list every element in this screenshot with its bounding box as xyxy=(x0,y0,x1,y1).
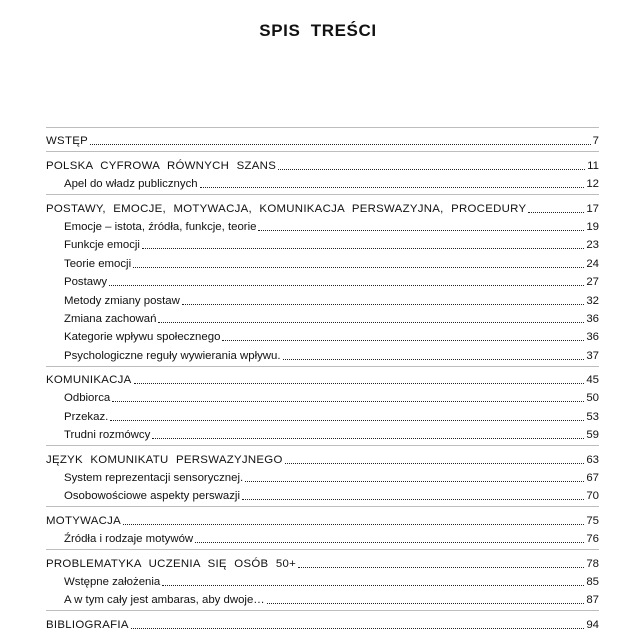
toc-section-entry[interactable] xyxy=(46,173,599,191)
dot-leader xyxy=(195,542,584,543)
dot-leader xyxy=(298,567,584,568)
toc-entry-label: PROBLEMATYKA UCZENIA SIĘ OSÓB 50+ xyxy=(46,557,297,570)
toc-chapter-entry[interactable] xyxy=(46,129,599,148)
toc-entry-label: Apel do władz publicznych xyxy=(64,178,198,191)
toc-entry-label: BIBLIOGRAFIA xyxy=(46,618,129,631)
toc-entry-label: Źródła i rodzaje motywów xyxy=(64,533,194,546)
toc-page-number: 59 xyxy=(586,429,599,442)
toc-section-entry[interactable] xyxy=(46,485,599,503)
dot-leader xyxy=(222,340,584,341)
dot-leader xyxy=(123,524,584,525)
toc-entry-label: Emocje – istota, źródła, funkcje, teorie xyxy=(64,220,257,233)
toc-entry-label: KOMUNIKACJA xyxy=(46,374,132,387)
toc-page-number: 45 xyxy=(586,374,599,387)
dot-leader xyxy=(134,383,585,384)
toc-entry-label: Teorie emocji xyxy=(64,257,132,270)
dot-leader xyxy=(200,187,585,188)
section-divider xyxy=(46,127,599,128)
section-divider xyxy=(46,610,599,611)
toc-entry-label: Osobowościowe aspekty perswazji xyxy=(64,490,240,503)
toc-page-number: 53 xyxy=(586,410,599,423)
toc-page-number: 11 xyxy=(587,159,599,172)
toc-section-entry[interactable] xyxy=(46,424,599,442)
toc-section-entry[interactable] xyxy=(46,289,599,307)
dot-leader xyxy=(258,230,584,231)
toc-section-entry[interactable] xyxy=(46,589,599,607)
toc-entry-label: WSTĘP xyxy=(46,135,89,148)
dot-leader xyxy=(133,267,584,268)
toc-page-number: 7 xyxy=(592,135,599,148)
toc-page-number: 50 xyxy=(586,392,599,405)
toc-page-number: 24 xyxy=(586,257,599,270)
toc-section-entry[interactable] xyxy=(46,271,599,289)
toc-entry-label: Zmiana zachowań xyxy=(64,312,157,325)
toc-chapter-entry[interactable] xyxy=(46,508,599,527)
table-of-contents xyxy=(46,129,599,632)
section-divider xyxy=(46,366,599,367)
toc-section-entry[interactable] xyxy=(46,234,599,252)
section-divider xyxy=(46,445,599,446)
toc-page-number: 87 xyxy=(586,594,599,607)
toc-section-entry[interactable] xyxy=(46,467,599,485)
toc-entry-label: Metody zmiany postaw xyxy=(64,294,180,307)
dot-leader xyxy=(131,628,585,629)
dot-leader xyxy=(162,585,584,586)
dot-leader xyxy=(267,603,585,604)
dot-leader xyxy=(283,359,585,360)
toc-page-number: 70 xyxy=(586,490,599,503)
section-divider xyxy=(46,194,599,195)
dot-leader xyxy=(142,248,584,249)
toc-entry-label: Kategorie wpływu społecznego xyxy=(64,331,221,344)
toc-entry-label: POSTAWY, EMOCJE, MOTYWACJA, KOMUNIKACJA PERSWAZYJNA, PROCEDURY xyxy=(46,202,527,215)
toc-page-number: 78 xyxy=(586,557,599,570)
page-title: SPIS TREŚCI xyxy=(259,21,377,40)
toc-entry-label: Postawy xyxy=(64,276,108,289)
dot-leader xyxy=(245,481,584,482)
dot-leader xyxy=(285,463,585,464)
toc-page-number: 94 xyxy=(586,618,599,631)
toc-chapter-entry[interactable] xyxy=(46,612,599,631)
toc-page-number: 17 xyxy=(586,202,599,215)
section-divider xyxy=(46,151,599,152)
dot-leader xyxy=(278,169,585,170)
toc-section-entry[interactable] xyxy=(46,528,599,546)
toc-page-number: 85 xyxy=(586,575,599,588)
toc-chapter-entry[interactable] xyxy=(46,196,599,215)
toc-section-entry[interactable] xyxy=(46,308,599,326)
dot-leader xyxy=(182,304,584,305)
toc-page-number: 76 xyxy=(586,533,599,546)
toc-page-number: 19 xyxy=(586,220,599,233)
toc-entry-label: Funkcje emocji xyxy=(64,239,140,252)
toc-entry-label: A w tym cały jest ambaras, aby dwoje… xyxy=(64,594,265,607)
toc-entry-label: Przekaz. xyxy=(64,410,109,423)
toc-entry-label: MOTYWACJA xyxy=(46,514,122,527)
toc-entry-label: Psychologiczne reguły wywierania wpływu. xyxy=(64,349,281,362)
dot-leader xyxy=(242,499,584,500)
dot-leader xyxy=(158,322,584,323)
dot-leader xyxy=(90,144,591,145)
dot-leader xyxy=(110,420,584,421)
toc-chapter-entry[interactable] xyxy=(46,447,599,466)
toc-page-number: 37 xyxy=(586,349,599,362)
toc-section-entry[interactable] xyxy=(46,344,599,362)
dot-leader xyxy=(528,212,584,213)
toc-section-entry[interactable] xyxy=(46,252,599,270)
section-divider xyxy=(46,549,599,550)
toc-page-number: 23 xyxy=(586,239,599,252)
toc-page-number: 12 xyxy=(586,178,599,191)
toc-page-number: 75 xyxy=(586,514,599,527)
toc-chapter-entry[interactable] xyxy=(46,368,599,387)
toc-section-entry[interactable] xyxy=(46,387,599,405)
toc-page-number: 27 xyxy=(586,276,599,289)
toc-entry-label: Wstępne założenia xyxy=(64,575,161,588)
toc-section-entry[interactable] xyxy=(46,405,599,423)
dot-leader xyxy=(109,285,584,286)
toc-entry-label: Trudni rozmówcy xyxy=(64,429,151,442)
toc-page-number: 67 xyxy=(586,472,599,485)
toc-chapter-entry[interactable] xyxy=(46,551,599,570)
toc-page-number: 36 xyxy=(586,312,599,325)
toc-entry-label: POLSKA CYFROWA RÓWNYCH SZANS xyxy=(46,159,277,172)
toc-section-entry[interactable] xyxy=(46,326,599,344)
dot-leader xyxy=(152,438,584,439)
toc-entry-label: Odbiorca xyxy=(64,392,111,405)
section-divider xyxy=(46,506,599,507)
toc-section-entry[interactable] xyxy=(46,571,599,589)
toc-chapter-entry[interactable] xyxy=(46,153,599,172)
toc-page-number: 36 xyxy=(586,331,599,344)
dot-leader xyxy=(112,401,584,402)
toc-section-entry[interactable] xyxy=(46,216,599,234)
toc-entry-label: JĘZYK KOMUNIKATU PERSWAZYJNEGO xyxy=(46,453,283,466)
toc-entry-label: System reprezentacji sensorycznej. xyxy=(64,472,244,485)
toc-page-number: 63 xyxy=(586,453,599,466)
toc-page-number: 32 xyxy=(586,294,599,307)
